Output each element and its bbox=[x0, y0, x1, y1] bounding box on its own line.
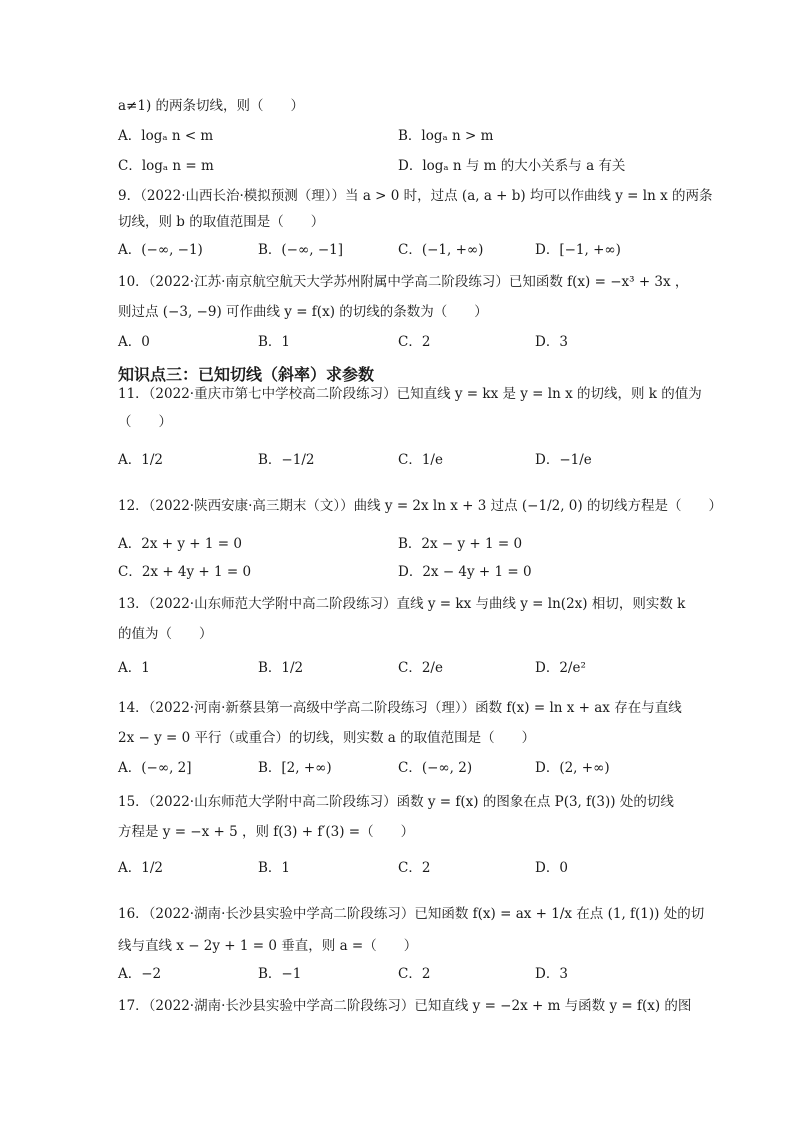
question-16-stem: 16．（2022·湖南·长沙县实验中学高二阶段练习）已知函数 f(x) = ax + 1/x 在点 (1, f(1)) 处的切 bbox=[118, 906, 705, 922]
option-a: A．1 bbox=[118, 660, 150, 676]
option-d: D．3 bbox=[535, 334, 568, 350]
question-13-stem-cont: 的值为（ ） bbox=[118, 626, 213, 642]
section-heading: 知识点三：已知切线（斜率）求参数 bbox=[118, 365, 375, 384]
option-d: D．0 bbox=[535, 860, 568, 876]
option-c: C．2 bbox=[398, 966, 431, 982]
question-14-stem: 14．（2022·河南·新蔡县第一高级中学高二阶段练习（理））函数 f(x) = ln x + ax 存在与直线 bbox=[118, 700, 682, 716]
question-17-stem: 17．（2022·湖南·长沙县实验中学高二阶段练习）已知直线 y = −2x + m 与函数 y = f(x) 的图 bbox=[118, 998, 692, 1014]
option-b: B．(−∞, −1] bbox=[258, 242, 343, 258]
option-a: A．0 bbox=[118, 334, 150, 350]
option-d: D．−1/e bbox=[535, 452, 592, 468]
question-15-stem-cont: 方程是 y = −x + 5 ，则 f(3) + f′(3) =（ ） bbox=[118, 824, 415, 840]
option-b: B．logₐ n > m bbox=[398, 128, 494, 144]
question-16-stem-cont: 线与直线 x − 2y + 1 = 0 垂直，则 a =（ ） bbox=[118, 938, 418, 954]
question-13-stem: 13．（2022·山东师范大学附中高二阶段练习）直线 y = kx 与曲线 y = ln(2x) 相切，则实数 k bbox=[118, 596, 686, 612]
question-10-stem-cont: 则过点 (−3, −9) 可作曲线 y = f(x) 的切线的条数为（ ） bbox=[118, 304, 488, 320]
option-d: D．(2, +∞) bbox=[535, 760, 610, 776]
option-c: C．2/e bbox=[398, 660, 443, 676]
option-a: A．−2 bbox=[118, 966, 162, 982]
option-c: C．2 bbox=[398, 860, 431, 876]
option-a: A．(−∞, 2] bbox=[118, 760, 192, 776]
option-a: A．2x + y + 1 = 0 bbox=[118, 536, 242, 552]
option-b: B．−1 bbox=[258, 966, 302, 982]
option-c: C．(−∞, 2) bbox=[398, 760, 473, 776]
text-line: a≠1) 的两条切线，则（ ） bbox=[118, 98, 305, 114]
option-d: D．3 bbox=[535, 966, 568, 982]
question-12-stem: 12．（2022·陕西安康·高三期末（文））曲线 y = 2x ln x + 3 过点 (−1/2, 0) 的切线方程是（ ） bbox=[118, 498, 722, 514]
option-a: A．1/2 bbox=[118, 860, 163, 876]
option-d: D．[−1, +∞) bbox=[535, 242, 621, 258]
question-9-stem: 9．（2022·山西长治·模拟预测（理））当 a > 0 时，过点 (a, a + b) 均可以作曲线 y = ln x 的两条 bbox=[118, 188, 713, 204]
option-c: C．2 bbox=[398, 334, 431, 350]
option-b: B．1 bbox=[258, 334, 291, 350]
option-c: C．logₐ n = m bbox=[118, 158, 214, 174]
option-b: B．2x − y + 1 = 0 bbox=[398, 536, 523, 552]
option-b: B．1/2 bbox=[258, 660, 304, 676]
option-d: D．2x − 4y + 1 = 0 bbox=[398, 564, 532, 580]
option-a: A．logₐ n < m bbox=[118, 128, 214, 144]
option-b: B．[2, +∞) bbox=[258, 760, 332, 776]
option-a: A．1/2 bbox=[118, 452, 163, 468]
option-c: C．(−1, +∞) bbox=[398, 242, 484, 258]
option-c: C．2x + 4y + 1 = 0 bbox=[118, 564, 252, 580]
question-14-stem-cont: 2x − y = 0 平行（或重合）的切线，则实数 a 的取值范围是（ ） bbox=[118, 730, 536, 746]
option-d: D．2/e² bbox=[535, 660, 586, 676]
question-11-stem: 11．（2022·重庆市第七中学校高二阶段练习）已知直线 y = kx 是 y = ln x 的切线，则 k 的值为 bbox=[118, 386, 702, 402]
option-b: B．1 bbox=[258, 860, 291, 876]
question-15-stem: 15．（2022·山东师范大学附中高二阶段练习）函数 y = f(x) 的图象在点 P(3, f(3)) 处的切线 bbox=[118, 794, 674, 810]
question-11-stem-cont: （ ） bbox=[118, 414, 172, 430]
option-c: C．1/e bbox=[398, 452, 443, 468]
option-b: B．−1/2 bbox=[258, 452, 315, 468]
question-9-stem-cont: 切线，则 b 的取值范围是（ ） bbox=[118, 214, 325, 230]
option-a: A．(−∞, −1) bbox=[118, 242, 203, 258]
option-d: D．logₐ n 与 m 的大小关系与 a 有关 bbox=[398, 158, 626, 174]
question-10-stem: 10．（2022·江苏·南京航空航天大学苏州附属中学高二阶段练习）已知函数 f(x) = −x³ + 3x ， bbox=[118, 274, 689, 290]
